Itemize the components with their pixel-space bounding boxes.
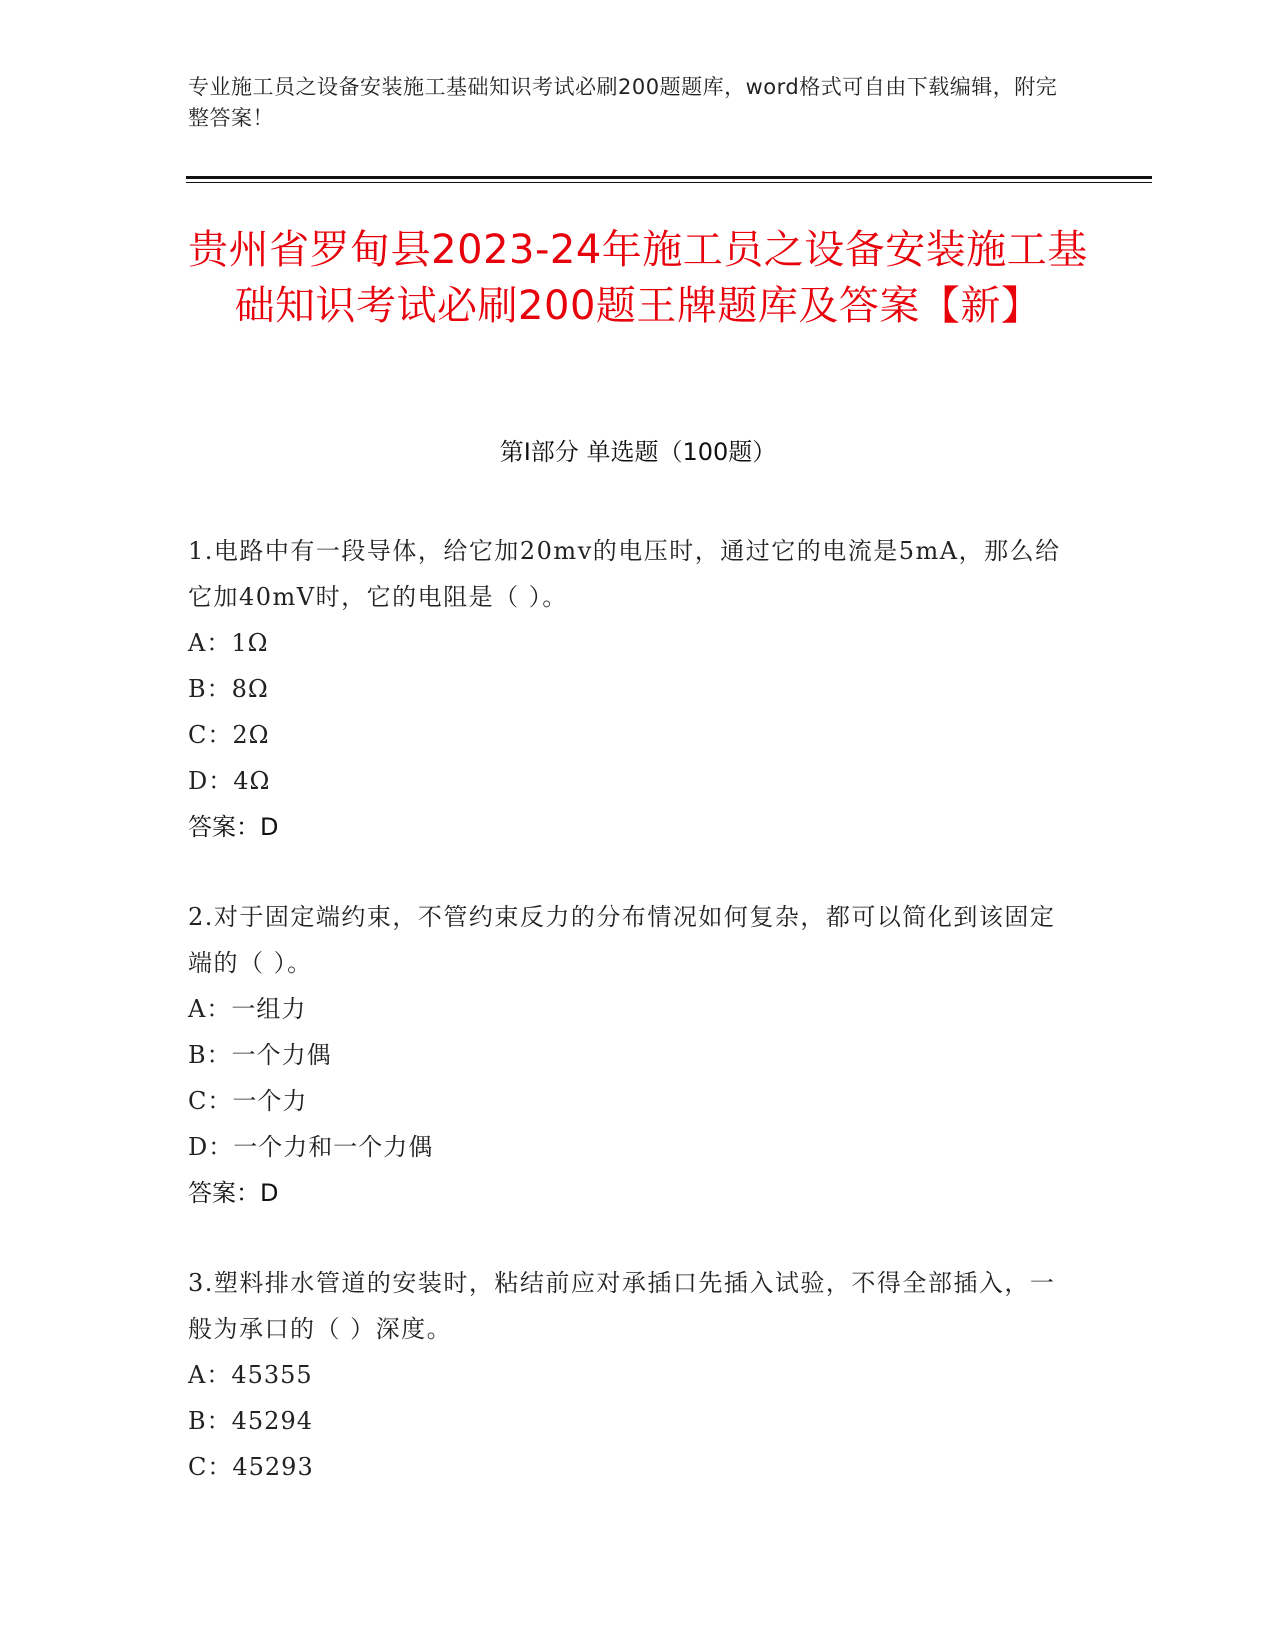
option-c: C：一个力 [188,1087,308,1115]
option-b: B：45294 [188,1407,313,1435]
option-b: B：一个力偶 [188,1041,332,1069]
option-c: C：2Ω [188,721,270,749]
option-c: C：45293 [188,1453,314,1481]
document-title: 贵州省罗甸县2023-24年施工员之设备安装施工基础知识考试必刷200题王牌题库及答案【新】 [188,227,1088,329]
answer: 答案：D [188,813,279,841]
question-1 [188,528,1068,850]
answer: 答案：D [188,1179,279,1207]
option-a: A：45355 [188,1361,313,1389]
option-d: D：一个力和一个力偶 [188,1133,434,1161]
question-stem: 3.塑料排水管道的安装时，粘结前应对承插口先插入试验，不得全部插入，一般为承口的（ ）深度。 [188,1269,1056,1343]
option-b: B：8Ω [188,675,269,703]
question-2 [188,894,1068,1216]
header-note: 专业施工员之设备安装施工基础知识考试必刷200题题库，word格式可自由下载编辑，附完整答案！ [188,75,1058,130]
section-title: 第Ⅰ部分 单选题（100题） [499,438,777,466]
option-a: A：1Ω [188,629,269,657]
question-stem: 2.对于固定端约束，不管约束反力的分布情况如何复杂，都可以简化到该固定端的（ ）。 [188,903,1056,977]
header-divider-thick [186,176,1152,179]
option-a: A：一组力 [188,995,307,1023]
question-stem: 1.电路中有一段导体，给它加20mv的电压时，通过它的电流是5mA，那么给它加40mV时，它的电阻是（ ）。 [188,537,1061,611]
header-divider-thin [186,182,1152,183]
question-list [188,528,1068,1534]
option-d: D：4Ω [188,767,271,795]
question-3 [188,1260,1068,1490]
